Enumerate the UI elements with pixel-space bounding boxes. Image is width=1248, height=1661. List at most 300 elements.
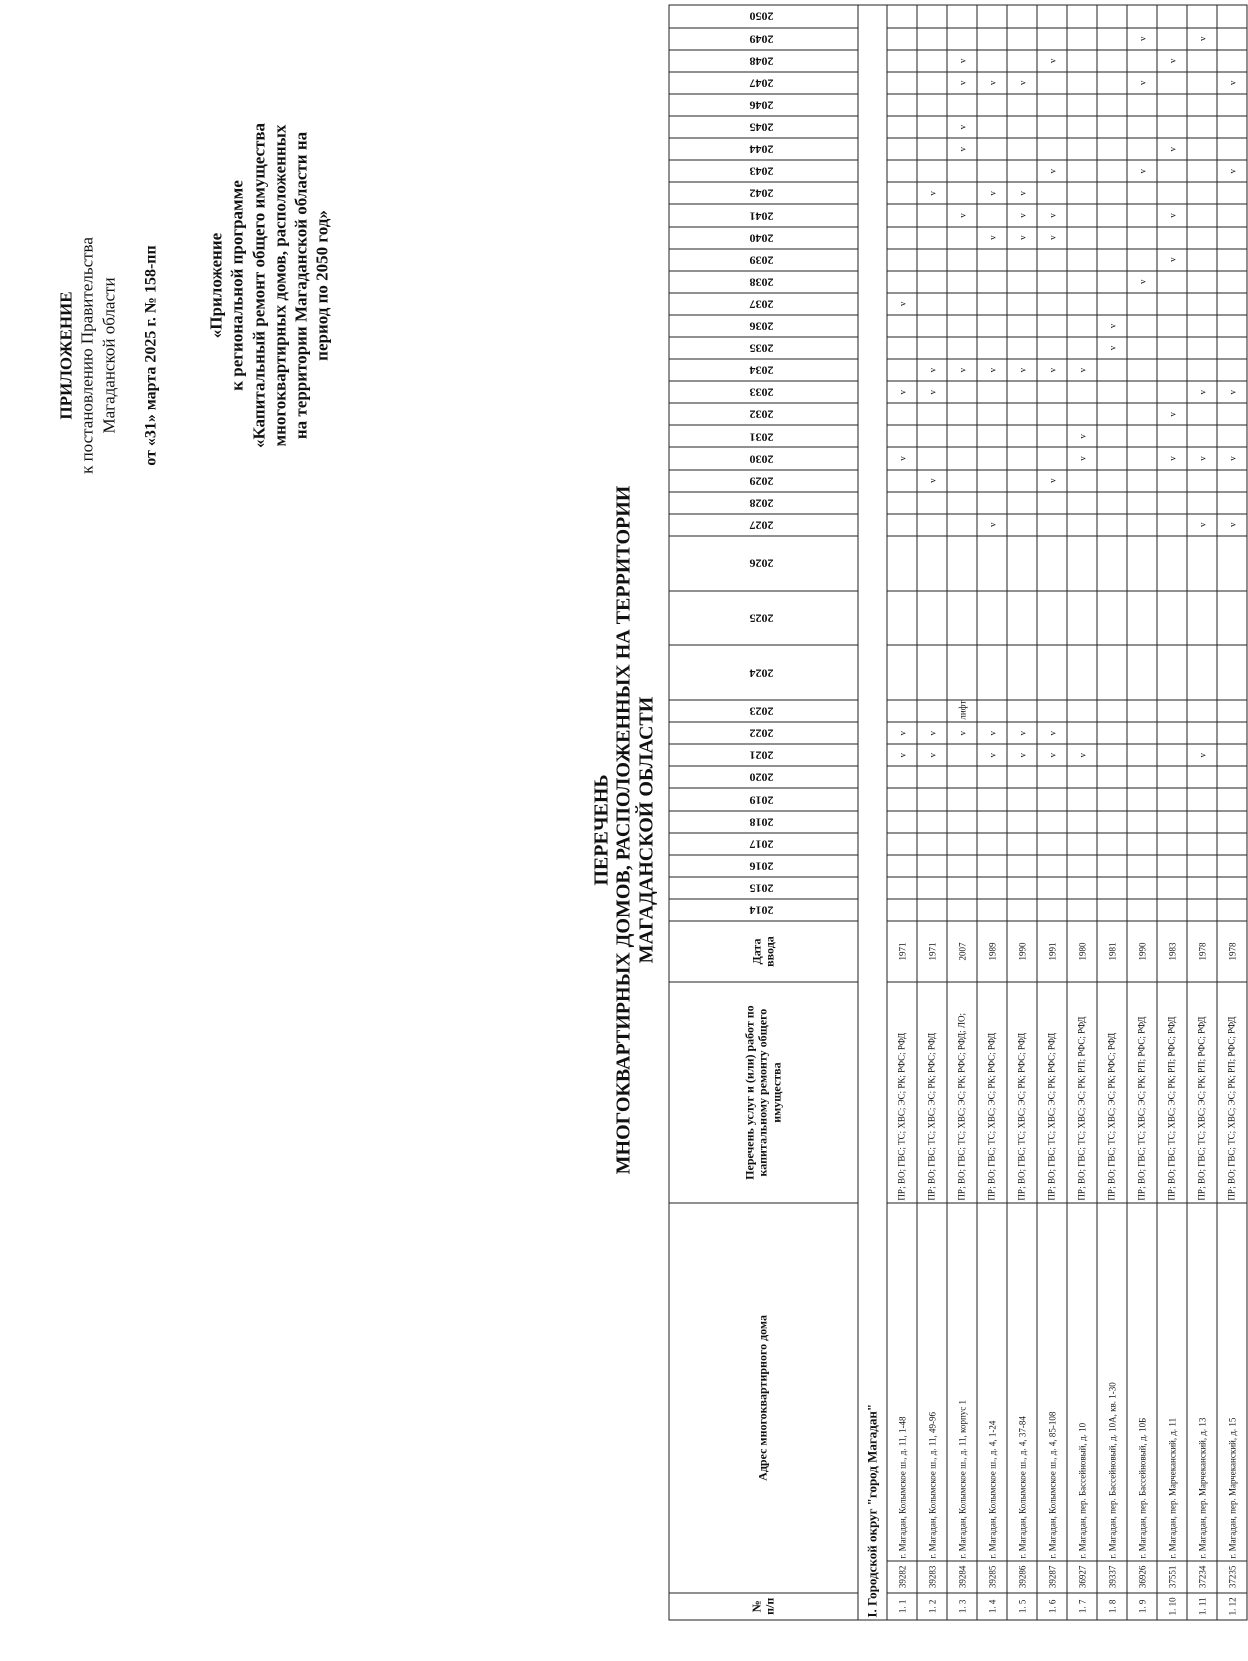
year-mark-cell: v <box>1187 381 1217 403</box>
year-mark-cell: v <box>947 204 977 226</box>
year-mark-cell <box>1007 811 1037 833</box>
house-address: г. Магадан, пер. Марчеканский, д. 15 <box>1217 1203 1247 1561</box>
year-mark-cell <box>1157 182 1187 204</box>
year-mark-cell <box>917 877 947 899</box>
year-mark-cell <box>1187 160 1217 182</box>
program-appendix-line: многоквартирных домов, расположенных <box>270 124 290 447</box>
row-number: 1. 8 <box>1097 1593 1127 1620</box>
year-mark-cell <box>1067 788 1097 810</box>
year-mark-cell <box>917 5 947 28</box>
year-mark-cell <box>1127 700 1157 722</box>
year-mark-cell <box>1067 160 1097 182</box>
year-mark-cell <box>1157 899 1187 921</box>
year-mark-cell <box>1187 94 1217 116</box>
header-year: 2015 <box>669 877 858 899</box>
year-mark-cell <box>1097 470 1127 492</box>
year-mark-cell: v <box>1067 744 1097 766</box>
year-mark-cell <box>1127 249 1157 271</box>
year-mark-cell <box>1067 315 1097 337</box>
year-mark-cell <box>887 492 917 514</box>
year-mark-cell <box>1067 470 1097 492</box>
year-mark-cell <box>1097 204 1127 226</box>
year-mark-cell: v <box>1097 337 1127 359</box>
house-id: 37235 <box>1217 1561 1247 1593</box>
year-mark-cell <box>1007 271 1037 293</box>
year-mark-cell <box>887 28 917 50</box>
year-mark-cell <box>977 447 1007 469</box>
year-mark-cell <box>1127 359 1157 381</box>
year-mark-cell <box>1217 645 1247 700</box>
year-mark-cell: v <box>1187 744 1217 766</box>
year-mark-cell: v <box>1217 447 1247 469</box>
year-mark-cell <box>977 700 1007 722</box>
year-mark-cell <box>1127 766 1157 788</box>
year-mark-cell <box>1127 744 1157 766</box>
year-mark-cell <box>1187 337 1217 359</box>
row-number: 1. 11 <box>1187 1593 1217 1620</box>
year-mark-cell <box>1187 50 1217 72</box>
year-mark-cell <box>1007 50 1037 72</box>
house-address: г. Магадан, Колымское ш., д. 4, 85-108 <box>1037 1203 1067 1561</box>
year-mark-cell <box>1037 138 1067 160</box>
year-mark-cell <box>1127 877 1157 899</box>
year-mark-cell <box>1157 514 1187 536</box>
year-mark-cell <box>1157 788 1187 810</box>
year-mark-cell <box>947 403 977 425</box>
header-works: Перечень услуг и (или) работ по капитальному ремонту общего имущества <box>669 982 858 1203</box>
header-year: 2041 <box>669 204 858 226</box>
year-mark-cell <box>1007 293 1037 315</box>
commission-year: 1983 <box>1157 921 1187 982</box>
year-mark-cell: v <box>1007 182 1037 204</box>
year-mark-cell <box>1217 204 1247 226</box>
year-mark-cell: v <box>887 447 917 469</box>
program-appendix-line: на территории Магаданской области на <box>291 131 311 440</box>
year-mark-cell <box>887 833 917 855</box>
year-mark-cell: v <box>947 722 977 744</box>
year-mark-cell <box>947 514 977 536</box>
table-row <box>1217 5 1247 1620</box>
house-id: 39337 <box>1097 1561 1127 1593</box>
header-address: Адрес многоквартирного дома <box>669 1203 858 1593</box>
year-mark-cell: v <box>1187 447 1217 469</box>
year-mark-cell <box>1067 293 1097 315</box>
year-mark-cell <box>1067 833 1097 855</box>
year-mark-cell <box>1187 116 1217 138</box>
year-mark-cell <box>1007 536 1037 591</box>
year-mark-cell <box>1127 182 1157 204</box>
year-mark-cell <box>1127 722 1157 744</box>
house-id: 39282 <box>887 1561 917 1593</box>
year-mark-cell <box>887 182 917 204</box>
year-mark-cell <box>977 271 1007 293</box>
year-mark-cell <box>947 811 977 833</box>
year-mark-cell <box>977 138 1007 160</box>
year-mark-cell <box>1097 72 1127 94</box>
year-mark-cell <box>1097 591 1127 646</box>
title-line: МАГАДАНСКОЙ ОБЛАСТИ <box>635 696 658 964</box>
table-row <box>1187 5 1217 1620</box>
year-mark-cell <box>1157 359 1187 381</box>
year-mark-cell: v <box>1157 249 1187 271</box>
year-mark-cell <box>1157 72 1187 94</box>
appendix-block <box>56 191 162 521</box>
year-mark-cell <box>917 899 947 921</box>
year-mark-cell <box>1157 470 1187 492</box>
year-mark-cell <box>1187 877 1217 899</box>
year-mark-cell <box>917 116 947 138</box>
year-mark-cell <box>1097 28 1127 50</box>
year-mark-cell <box>917 492 947 514</box>
year-mark-cell <box>887 788 917 810</box>
year-mark-cell <box>917 337 947 359</box>
header-year: 2019 <box>669 788 858 810</box>
works-list: ПР; ВО; ГВС; ТС; ХВС; ЭС; РК; РФС; РФД <box>1007 982 1037 1203</box>
year-mark-cell <box>917 514 947 536</box>
year-mark-cell <box>1097 766 1127 788</box>
year-mark-cell: v <box>1067 359 1097 381</box>
year-mark-cell <box>1037 645 1067 700</box>
year-mark-cell <box>1187 293 1217 315</box>
year-mark-cell <box>1217 315 1247 337</box>
year-mark-cell: v <box>887 293 917 315</box>
year-mark-cell <box>1187 425 1217 447</box>
year-mark-cell <box>947 425 977 447</box>
year-mark-cell <box>1187 645 1217 700</box>
year-mark-cell <box>947 788 977 810</box>
year-mark-cell <box>1187 271 1217 293</box>
year-mark-cell <box>917 271 947 293</box>
house-id: 36927 <box>1067 1561 1097 1593</box>
year-mark-cell: v <box>1217 72 1247 94</box>
document-title <box>591 0 658 1661</box>
house-address: г. Магадан, Колымское ш., д. 4, 37-84 <box>1007 1203 1037 1561</box>
year-mark-cell <box>1007 514 1037 536</box>
year-mark-cell <box>947 28 977 50</box>
year-mark-cell <box>1037 72 1067 94</box>
row-number: 1. 7 <box>1067 1593 1097 1620</box>
year-mark-cell <box>1067 766 1097 788</box>
year-mark-cell <box>887 645 917 700</box>
year-mark-cell <box>1127 94 1157 116</box>
year-mark-cell <box>977 337 1007 359</box>
year-mark-cell <box>1217 182 1247 204</box>
year-mark-cell <box>1217 833 1247 855</box>
year-mark-cell <box>977 833 1007 855</box>
year-mark-cell <box>917 72 947 94</box>
year-mark-cell <box>1157 766 1187 788</box>
works-list: ПР; ВО; ГВС; ТС; ХВС; ЭС; РК; РФС; РФД <box>977 982 1007 1203</box>
year-mark-cell: v <box>1037 227 1067 249</box>
year-mark-cell <box>1127 227 1157 249</box>
year-mark-cell <box>1037 833 1067 855</box>
year-mark-cell <box>1007 94 1037 116</box>
year-mark-cell: v <box>1157 204 1187 226</box>
table-row <box>1127 5 1157 1620</box>
year-mark-cell <box>1127 833 1157 855</box>
year-mark-cell <box>1157 94 1187 116</box>
year-mark-cell <box>1217 811 1247 833</box>
year-mark-cell <box>1157 855 1187 877</box>
year-mark-cell <box>887 359 917 381</box>
house-address: г. Магадан, пер. Бассейновый, д. 10Б <box>1127 1203 1157 1561</box>
year-mark-cell <box>947 492 977 514</box>
year-mark-cell <box>1067 536 1097 591</box>
year-mark-cell: v <box>887 722 917 744</box>
year-mark-cell <box>1157 337 1187 359</box>
year-mark-cell <box>947 470 977 492</box>
header-year: 2047 <box>669 72 858 94</box>
year-mark-cell <box>887 337 917 359</box>
year-mark-cell <box>1037 381 1067 403</box>
year-mark-cell <box>917 50 947 72</box>
header-year: 2028 <box>669 492 858 514</box>
works-list: ПР; ВО; ГВС; ТС; ХВС; ЭС; РК; РП; РФС; РФД <box>1067 982 1097 1203</box>
year-mark-cell <box>977 591 1007 646</box>
year-mark-cell <box>887 116 917 138</box>
year-mark-cell <box>1037 536 1067 591</box>
year-mark-cell: v <box>1067 447 1097 469</box>
house-address: г. Магадан, Колымское ш., д. 4, 1-24 <box>977 1203 1007 1561</box>
year-mark-cell <box>1187 204 1217 226</box>
works-list: ПР; ВО; ГВС; ТС; ХВС; ЭС; РК; РФС; РФД <box>917 982 947 1203</box>
year-mark-cell <box>1187 182 1217 204</box>
year-mark-cell <box>1157 536 1187 591</box>
year-mark-cell <box>1097 271 1127 293</box>
commission-year: 1989 <box>977 921 1007 982</box>
year-mark-cell <box>1127 293 1157 315</box>
year-mark-cell <box>1007 470 1037 492</box>
year-mark-cell <box>1157 293 1187 315</box>
year-mark-cell <box>1067 722 1097 744</box>
year-mark-cell <box>1217 28 1247 50</box>
year-mark-cell <box>917 788 947 810</box>
year-mark-cell <box>947 447 977 469</box>
house-id: 36926 <box>1127 1561 1157 1593</box>
table-row <box>1097 5 1127 1620</box>
year-mark-cell <box>887 271 917 293</box>
header-date: Дата ввода <box>669 921 858 982</box>
table-row <box>1157 5 1187 1620</box>
year-mark-cell <box>1187 249 1217 271</box>
year-mark-cell <box>917 160 947 182</box>
year-mark-cell <box>1097 5 1127 28</box>
house-id: 37551 <box>1157 1561 1187 1593</box>
year-mark-cell <box>887 536 917 591</box>
year-mark-cell <box>1127 536 1157 591</box>
year-mark-cell <box>1217 855 1247 877</box>
year-mark-cell <box>917 855 947 877</box>
year-mark-cell <box>1067 94 1097 116</box>
year-mark-cell <box>1157 116 1187 138</box>
year-mark-cell <box>887 72 917 94</box>
year-mark-cell <box>1217 536 1247 591</box>
table-row <box>1007 5 1037 1620</box>
house-id: 39287 <box>1037 1561 1067 1593</box>
year-mark-cell <box>917 833 947 855</box>
house-address: г. Магадан, пер. Бассейновый, д. 10А, кв. 1-30 <box>1097 1203 1127 1561</box>
year-mark-cell <box>887 249 917 271</box>
year-mark-cell <box>947 591 977 646</box>
year-mark-cell <box>1187 492 1217 514</box>
program-appendix-line: к региональной программе <box>227 180 247 391</box>
house-address: г. Магадан, пер. Марчеканский, д. 11 <box>1157 1203 1187 1561</box>
year-mark-cell <box>917 447 947 469</box>
year-mark-cell <box>1007 766 1037 788</box>
house-address: г. Магадан, Колымское ш., д. 11, корпус 1 <box>947 1203 977 1561</box>
year-mark-cell <box>887 700 917 722</box>
year-mark-cell <box>1067 811 1097 833</box>
year-mark-cell: v <box>1217 160 1247 182</box>
year-mark-cell <box>1097 403 1127 425</box>
year-mark-cell <box>1037 591 1067 646</box>
year-mark-cell <box>977 94 1007 116</box>
year-mark-cell <box>1187 700 1217 722</box>
year-mark-cell <box>1097 722 1127 744</box>
year-mark-cell <box>977 492 1007 514</box>
year-mark-cell: v <box>917 722 947 744</box>
year-mark-cell: v <box>917 182 947 204</box>
year-mark-cell <box>947 337 977 359</box>
year-mark-cell <box>1037 116 1067 138</box>
house-id: 39285 <box>977 1561 1007 1593</box>
year-mark-cell <box>1037 788 1067 810</box>
year-mark-cell <box>1037 514 1067 536</box>
year-mark-cell <box>977 425 1007 447</box>
header-year: 2025 <box>669 591 858 646</box>
year-mark-cell <box>1187 403 1217 425</box>
year-mark-cell <box>947 899 977 921</box>
year-mark-cell <box>887 470 917 492</box>
program-appendix-block <box>206 86 334 486</box>
appendix-line: к постановлению Правительства <box>77 237 97 474</box>
year-mark-cell <box>947 645 977 700</box>
year-mark-cell <box>1067 403 1097 425</box>
year-mark-cell <box>1157 315 1187 337</box>
year-mark-cell <box>1217 271 1247 293</box>
header-year: 2050 <box>669 5 858 28</box>
year-mark-cell <box>1067 28 1097 50</box>
year-mark-cell <box>947 293 977 315</box>
year-mark-cell <box>947 877 977 899</box>
header-number: № п/п <box>669 1593 858 1620</box>
row-number: 1. 10 <box>1157 1593 1187 1620</box>
year-mark-cell <box>1097 700 1127 722</box>
year-mark-cell: v <box>1097 315 1127 337</box>
year-mark-cell <box>1007 138 1037 160</box>
year-mark-cell <box>1217 700 1247 722</box>
row-number: 1. 12 <box>1217 1593 1247 1620</box>
year-mark-cell: v <box>977 514 1007 536</box>
header-year: 2043 <box>669 160 858 182</box>
year-mark-cell <box>1187 536 1217 591</box>
year-mark-cell <box>1037 403 1067 425</box>
year-mark-cell <box>1067 514 1097 536</box>
year-mark-cell <box>1127 337 1157 359</box>
year-mark-cell: v <box>1037 359 1067 381</box>
header-year: 2030 <box>669 447 858 469</box>
year-mark-cell <box>1007 403 1037 425</box>
year-mark-cell <box>1037 700 1067 722</box>
year-mark-cell: v <box>917 470 947 492</box>
year-mark-cell <box>1187 138 1217 160</box>
year-mark-cell: v <box>1037 160 1067 182</box>
house-id: 39283 <box>917 1561 947 1593</box>
year-mark-cell <box>947 536 977 591</box>
year-mark-cell <box>1097 359 1127 381</box>
header-year: 2039 <box>669 249 858 271</box>
year-mark-cell <box>1217 470 1247 492</box>
header-year: 2033 <box>669 381 858 403</box>
program-appendix-heading: «Приложение <box>206 232 226 339</box>
year-mark-cell <box>887 50 917 72</box>
year-mark-cell <box>1007 381 1037 403</box>
year-mark-cell <box>1037 182 1067 204</box>
year-mark-cell <box>1037 447 1067 469</box>
year-mark-cell <box>1007 425 1037 447</box>
year-mark-cell: v <box>1037 470 1067 492</box>
header-year: 2036 <box>669 315 858 337</box>
house-id: 37234 <box>1187 1561 1217 1593</box>
year-mark-cell <box>977 28 1007 50</box>
year-mark-cell <box>1187 766 1217 788</box>
year-mark-cell <box>977 204 1007 226</box>
year-mark-cell <box>917 138 947 160</box>
year-mark-cell <box>1097 877 1127 899</box>
year-mark-cell <box>1157 877 1187 899</box>
header-year: 2016 <box>669 855 858 877</box>
year-mark-cell: v <box>1007 204 1037 226</box>
year-mark-cell <box>1037 94 1067 116</box>
year-mark-cell <box>1067 227 1097 249</box>
year-mark-cell <box>977 877 1007 899</box>
year-mark-cell <box>947 5 977 28</box>
year-mark-cell: v <box>1007 359 1037 381</box>
year-mark-cell <box>1097 293 1127 315</box>
year-mark-cell: v <box>1127 72 1157 94</box>
year-mark-cell <box>1127 403 1157 425</box>
header-year: 2037 <box>669 293 858 315</box>
year-mark-cell <box>977 5 1007 28</box>
header-year: 2046 <box>669 94 858 116</box>
year-mark-cell <box>917 293 947 315</box>
year-mark-cell <box>887 315 917 337</box>
year-mark-cell <box>1037 855 1067 877</box>
year-mark-cell: v <box>1157 50 1187 72</box>
year-mark-cell <box>1067 492 1097 514</box>
commission-year: 1971 <box>887 921 917 982</box>
header-year: 2027 <box>669 514 858 536</box>
commission-year: 1991 <box>1037 921 1067 982</box>
year-mark-cell <box>887 514 917 536</box>
year-mark-cell: v <box>977 182 1007 204</box>
year-mark-cell <box>887 160 917 182</box>
year-mark-cell: v <box>977 359 1007 381</box>
year-mark-cell <box>1007 591 1037 646</box>
year-mark-cell <box>917 811 947 833</box>
works-list: ПР; ВО; ГВС; ТС; ХВС; ЭС; РК; РФС; РФД; ЛО; <box>947 982 977 1203</box>
year-mark-cell <box>1067 381 1097 403</box>
year-mark-cell: v <box>977 227 1007 249</box>
year-mark-cell <box>977 811 1007 833</box>
header-year: 2038 <box>669 271 858 293</box>
year-mark-cell <box>1127 591 1157 646</box>
year-mark-cell <box>1037 315 1067 337</box>
year-mark-cell <box>1097 855 1127 877</box>
header-year: 2031 <box>669 425 858 447</box>
year-mark-cell <box>977 788 1007 810</box>
year-mark-cell: v <box>1037 204 1067 226</box>
